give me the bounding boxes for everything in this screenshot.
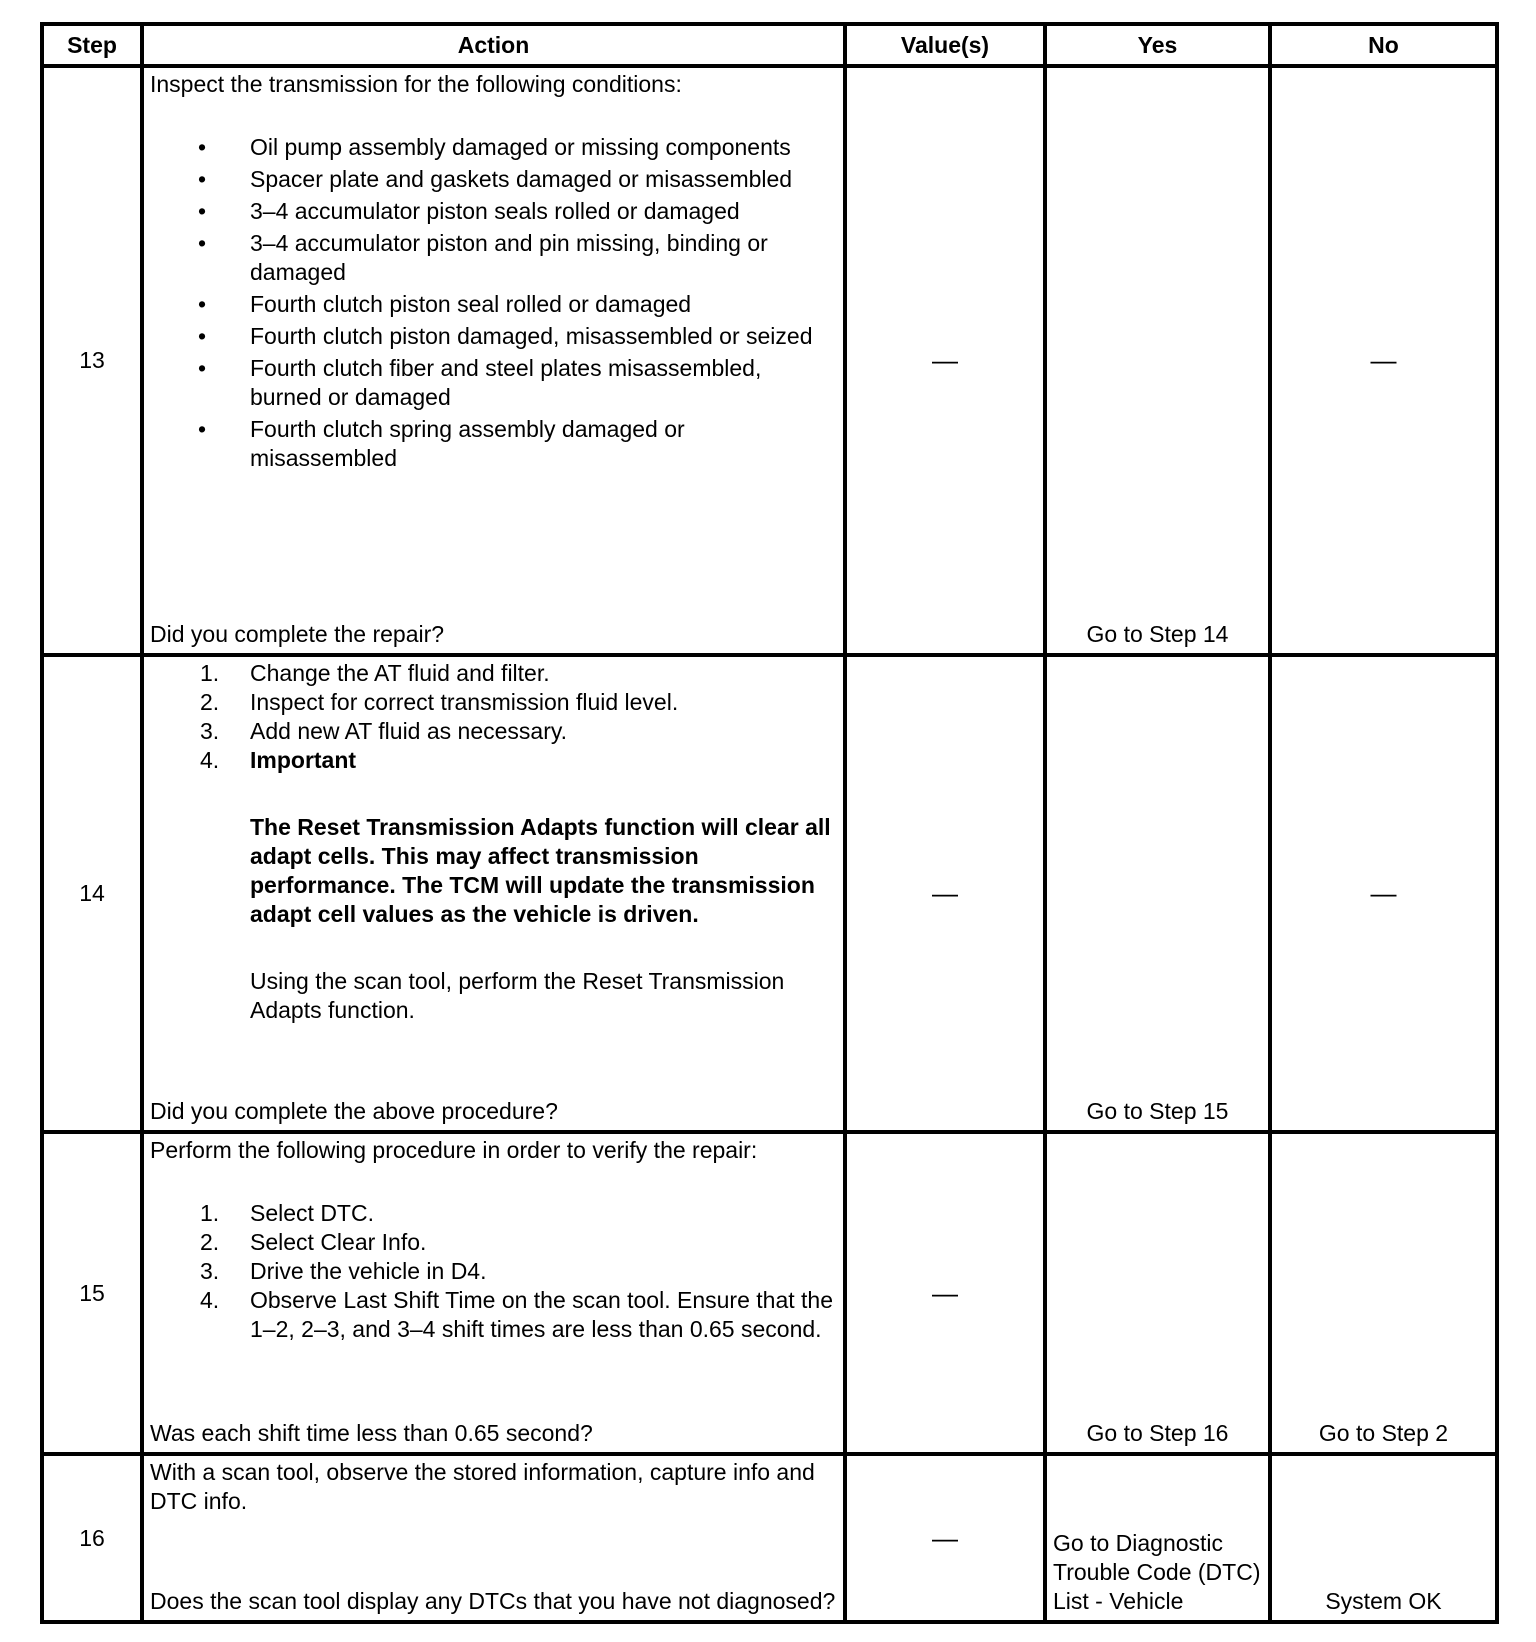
step-number: 16 xyxy=(42,1454,142,1622)
action-cell xyxy=(142,655,845,1132)
list-item: 1. Change the AT fluid and filter. xyxy=(200,660,550,686)
header-row xyxy=(42,24,1497,66)
bullet-icon: • xyxy=(198,323,207,349)
action-cell xyxy=(142,66,845,655)
list-item: • 3–4 accumulator piston seals rolled or damaged xyxy=(198,198,740,224)
important-note: The Reset Transmission Adapts function will clear all adapt cells. This may affect transmission performance. The TCM will update the transmission adapt cell values as the vehicle is driven. xyxy=(250,814,831,927)
yes-cell: Go to Diagnostic Trouble Code (DTC) List - Vehicle xyxy=(1045,1454,1270,1622)
action-question: Does the scan tool display any DTCs that you have not diagnosed? xyxy=(150,1588,836,1614)
list-item: • Fourth clutch piston seal rolled or damaged xyxy=(198,291,692,317)
list-item: 2. Select Clear Info. xyxy=(200,1229,427,1255)
important-label: Important xyxy=(250,747,357,773)
header-values: Value(s) xyxy=(845,24,1045,66)
bullet-icon: • xyxy=(198,134,207,160)
bullet-icon: • xyxy=(198,198,207,224)
list-item: • Spacer plate and gaskets damaged or misassembled xyxy=(198,166,793,192)
list-item: 2. Inspect for correct transmission fluid level. xyxy=(200,689,679,715)
condition-list xyxy=(150,133,837,473)
action-cell xyxy=(142,1454,845,1622)
list-item: 3. Add new AT fluid as necessary. xyxy=(200,718,568,744)
procedure-list xyxy=(150,1199,837,1344)
list-item: 1. Select DTC. xyxy=(200,1200,374,1226)
no-cell: System OK xyxy=(1270,1454,1497,1622)
value-cell: — xyxy=(845,1132,1045,1454)
value-cell: — xyxy=(845,655,1045,1132)
bullet-icon: • xyxy=(198,355,207,381)
list-item: 4. Important The Reset Transmission Adapts function will clear all adapt cells. This may affect transmission performance. The TCM will update the transmission adapt cell values as the vehicle is driven. Using the scan tool, perform the Reset Transmission Adapts function. xyxy=(150,746,837,1025)
no-cell: Go to Step 2 xyxy=(1270,1132,1497,1454)
table-row-step-14 xyxy=(42,655,1497,1132)
procedure-text: Using the scan tool, perform the Reset Transmission Adapts function. xyxy=(250,968,785,1023)
no-cell: — xyxy=(1270,655,1497,1132)
list-item: 4. Observe Last Shift Time on the scan tool. Ensure that the 1–2, 2–3, and 3–4 shift times are less than 0.65 second. xyxy=(200,1287,833,1342)
list-item: • 3–4 accumulator piston and pin missing, binding or damaged xyxy=(198,230,768,285)
action-question: Did you complete the above procedure? xyxy=(150,1098,558,1124)
action-intro: Perform the following procedure in order to verify the repair: xyxy=(150,1137,758,1163)
action-cell xyxy=(142,1132,845,1454)
bullet-icon: • xyxy=(198,291,207,317)
step-number: 14 xyxy=(42,655,142,1132)
list-item: • Fourth clutch piston damaged, misassembled or seized xyxy=(198,323,813,349)
yes-cell: Go to Step 14 xyxy=(1045,66,1270,655)
header-yes: Yes xyxy=(1045,24,1270,66)
table-row-step-15 xyxy=(42,1132,1497,1454)
list-item: 3. Drive the vehicle in D4. xyxy=(200,1258,487,1284)
step-number: 15 xyxy=(42,1132,142,1454)
action-question: Was each shift time less than 0.65 second? xyxy=(150,1420,593,1446)
value-cell: — xyxy=(845,66,1045,655)
header-no: No xyxy=(1270,24,1497,66)
yes-cell: Go to Step 15 xyxy=(1045,655,1270,1132)
bullet-icon: • xyxy=(198,166,207,192)
bullet-icon: • xyxy=(198,230,207,256)
list-item: • Fourth clutch spring assembly damaged or misassembled xyxy=(198,416,685,471)
list-item: • Oil pump assembly damaged or missing components xyxy=(198,134,791,160)
header-step: Step xyxy=(42,24,142,66)
yes-cell: Go to Step 16 xyxy=(1045,1132,1270,1454)
action-intro: With a scan tool, observe the stored information, capture info and DTC info. xyxy=(150,1459,815,1514)
table-row-step-13 xyxy=(42,66,1497,655)
action-intro: Inspect the transmission for the following conditions: xyxy=(150,71,682,97)
value-cell: — xyxy=(845,1454,1045,1622)
list-item: • Fourth clutch fiber and steel plates misassembled, burned or damaged xyxy=(198,355,762,410)
diagnostic-table xyxy=(40,22,1499,1624)
procedure-list xyxy=(150,659,837,1025)
step-number: 13 xyxy=(42,66,142,655)
no-cell: — xyxy=(1270,66,1497,655)
header-action: Action xyxy=(142,24,845,66)
action-question: Did you complete the repair? xyxy=(150,621,445,647)
table-row-step-16 xyxy=(42,1454,1497,1622)
bullet-icon: • xyxy=(198,416,207,442)
